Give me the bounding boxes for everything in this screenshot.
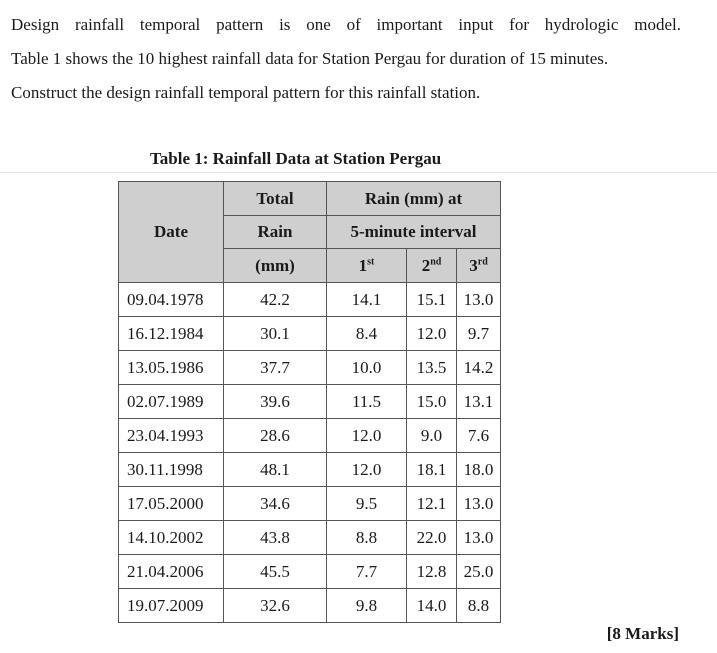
date-cell: 14.10.2002 [119, 521, 224, 555]
interval-1-cell: 10.0 [327, 351, 407, 385]
interval-3-cell: 18.0 [457, 453, 501, 487]
interval-2-cell: 14.0 [407, 589, 457, 623]
header-total-line-1: Total [224, 182, 327, 216]
interval-2-cell: 18.1 [407, 453, 457, 487]
table-header [119, 182, 501, 283]
date-cell: 21.04.2006 [119, 555, 224, 589]
interval-3-cell: 8.8 [457, 589, 501, 623]
interval-2-cell: 9.0 [407, 419, 457, 453]
interval-2-cell: 12.0 [407, 317, 457, 351]
date-cell: 02.07.1989 [119, 385, 224, 419]
table-title: Table 1: Rainfall Data at Station Pergau [150, 149, 442, 168]
page-divider [0, 172, 717, 173]
interval-3-cell: 13.1 [457, 385, 501, 419]
interval-3-cell: 13.0 [457, 521, 501, 555]
total-rain-cell: 39.6 [224, 385, 327, 419]
header-interval-line-2: 5-minute interval [327, 216, 501, 249]
total-rain-cell: 28.6 [224, 419, 327, 453]
table-row [119, 385, 501, 419]
question-line-2: Table 1 shows the 10 highest rainfall data for Station Pergau for duration of 15 minutes. [11, 49, 609, 68]
total-rain-cell: 32.6 [224, 589, 327, 623]
interval-1-cell: 7.7 [327, 555, 407, 589]
header-total-line-3: (mm) [224, 249, 327, 283]
table-row [119, 521, 501, 555]
interval-2-cell: 22.0 [407, 521, 457, 555]
date-cell: 16.12.1984 [119, 317, 224, 351]
table-row [119, 589, 501, 623]
interval-1-cell: 9.5 [327, 487, 407, 521]
table-row [119, 487, 501, 521]
header-date: Date [119, 182, 224, 283]
total-rain-cell: 45.5 [224, 555, 327, 589]
total-rain-cell: 42.2 [224, 283, 327, 317]
interval-3-cell: 7.6 [457, 419, 501, 453]
interval-3-cell: 14.2 [457, 351, 501, 385]
marks-label: [8 Marks] [606, 624, 679, 643]
interval-1-cell: 12.0 [327, 453, 407, 487]
question-line-3: Construct the design rainfall temporal pattern for this rainfall station. [11, 83, 481, 102]
date-cell: 09.04.1978 [119, 283, 224, 317]
header-interval-line-1: Rain (mm) at [327, 182, 501, 216]
interval-3-cell: 13.0 [457, 283, 501, 317]
total-rain-cell: 34.6 [224, 487, 327, 521]
header-interval-1st: 1st [327, 249, 407, 283]
total-rain-cell: 43.8 [224, 521, 327, 555]
date-cell: 13.05.1986 [119, 351, 224, 385]
interval-2-cell: 12.8 [407, 555, 457, 589]
interval-1-cell: 8.4 [327, 317, 407, 351]
date-cell: 17.05.2000 [119, 487, 224, 521]
table-row [119, 453, 501, 487]
interval-1-cell: 9.8 [327, 589, 407, 623]
total-rain-cell: 37.7 [224, 351, 327, 385]
question-line-1: Design rainfall temporal pattern is one of important input for hydrologic model. [11, 15, 681, 34]
interval-2-cell: 15.1 [407, 283, 457, 317]
date-cell: 30.11.1998 [119, 453, 224, 487]
table-row [119, 351, 501, 385]
header-total-line-2: Rain [224, 216, 327, 249]
header-interval-2nd: 2nd [407, 249, 457, 283]
total-rain-cell: 48.1 [224, 453, 327, 487]
interval-1-cell: 14.1 [327, 283, 407, 317]
interval-3-cell: 9.7 [457, 317, 501, 351]
interval-2-cell: 12.1 [407, 487, 457, 521]
interval-2-cell: 15.0 [407, 385, 457, 419]
date-cell: 23.04.1993 [119, 419, 224, 453]
interval-2-cell: 13.5 [407, 351, 457, 385]
interval-1-cell: 11.5 [327, 385, 407, 419]
table-row [119, 283, 501, 317]
date-cell: 19.07.2009 [119, 589, 224, 623]
total-rain-cell: 30.1 [224, 317, 327, 351]
interval-1-cell: 8.8 [327, 521, 407, 555]
interval-1-cell: 12.0 [327, 419, 407, 453]
rainfall-table [118, 181, 501, 623]
table-row [119, 317, 501, 351]
table-body [119, 283, 501, 623]
table-row [119, 555, 501, 589]
interval-3-cell: 13.0 [457, 487, 501, 521]
header-interval-3rd: 3rd [457, 249, 501, 283]
interval-3-cell: 25.0 [457, 555, 501, 589]
question-text [11, 8, 681, 110]
table-row [119, 419, 501, 453]
